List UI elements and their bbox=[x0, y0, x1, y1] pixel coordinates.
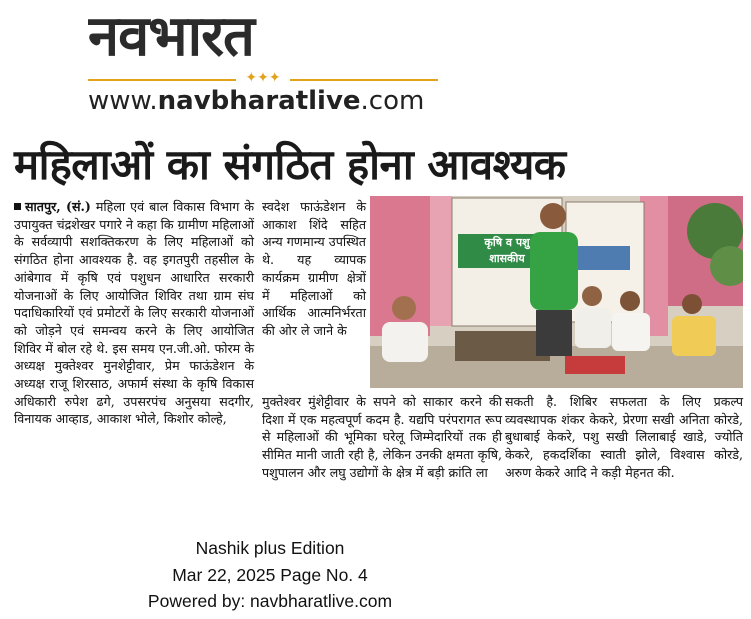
event-photo-illustration bbox=[370, 196, 743, 388]
column-1-text: महिला एवं बाल विकास विभाग के उपायुक्त चंद्रशेखर पगारे ने कहा कि ग्रामीण महिलाओं के सर्वव्यापी सशक्तिकरण के लिए महिलाओं को संगठित होना आवश्यक है. वह इगतपुरी तहसील के आंबेगाव में कृषि एवं पशुधन आधारित सरकारी योजनाओं के लिए आयोजित शिविर तथा ग्राम संघ पदाधिकारियों एवं प्रमोटरों के लिए सरकारी योजनाओं को जोड़ने एवं समन्वय करने के लिए आयोजित शिविर में बोल रहे थे. इस समय एन.जी.ओ. फोरम के अध्यक्ष मुक्तेश्वर मुनशेट्टीवार, प्रेम फाऊंडेशन के अध्यक्ष राजू शिरसाठ, अफार्म संस्था के कृषि विकास अधिकारी रुपेश ढगे, उपसरपंच अनुसया सदगीर, विनायक आव्हाड, आकाश भोले, किशोर कोल्हे, bbox=[14, 199, 255, 427]
article-headline: महिलाओं का संगठित होना आवश्यक bbox=[14, 140, 566, 189]
masthead-stars: ✦✦✦ bbox=[245, 70, 281, 86]
url-suffix: .com bbox=[360, 86, 425, 116]
edition-footer bbox=[80, 535, 460, 615]
article-column-2-continued: मुक्तेश्वर मुंशेट्टीवार के सपने को साकार करने की दिशा में एक महत्वपूर्ण कदम है. यद्यपि परंपरागत रूप से महिलाओं की भूमिका घरेलू जिम्मेदारियों तक ही सीमित मानी जाती रही है, लेकिन उनकी क्षमता कृषि, पशुपालन और लघु उद्योगों के क्षेत्र में बड़ी क्रांति ला bbox=[262, 394, 502, 480]
powered-by: Powered by: navbharatlive.com bbox=[147, 591, 393, 611]
photo-banner-line-1: कृषि व पशु bbox=[484, 236, 530, 249]
masthead-url bbox=[88, 86, 424, 116]
masthead-logo: नवभारत bbox=[88, 6, 254, 68]
article-column-1 bbox=[14, 198, 254, 428]
dateline: सातपुर, (सं.) bbox=[25, 199, 91, 214]
dateline-bullet bbox=[14, 203, 21, 210]
url-brand: navbharatlive bbox=[157, 86, 361, 116]
masthead-divider bbox=[88, 70, 438, 86]
url-prefix: www. bbox=[88, 86, 158, 116]
article-column-2: स्वदेश फाऊंडेशन के आकाश शिंदे सहित अन्य गणमान्य उपस्थित थे. यह व्यापक कार्यक्रम ग्रामीण क्षेत्रों में महिलाओं को आर्थिक आत्मनिर्भरता की ओर ले जाने के bbox=[262, 199, 366, 338]
article-column-3: सकती है. शिबिर सफलता के लिए प्रकल्प व्यवस्थापक शंकर केकरे, प्रेरणा सखी अनिता कोरडे, बुधाबाई केकरे, पशु सखी लिलाबाई खाडे, ज्योति केकरे, हकदर्शिका स्वाती झोले, विश्वास कोरडे, अरुण केकरे आदि ने कड़ी मेहनत की. bbox=[505, 394, 743, 480]
event-photo bbox=[370, 196, 743, 388]
edition-name: Nashik plus Edition bbox=[195, 538, 345, 558]
photo-banner-line-2: शासकीय bbox=[489, 252, 525, 265]
edition-date-page: Mar 22, 2025 Page No. 4 bbox=[172, 564, 368, 585]
